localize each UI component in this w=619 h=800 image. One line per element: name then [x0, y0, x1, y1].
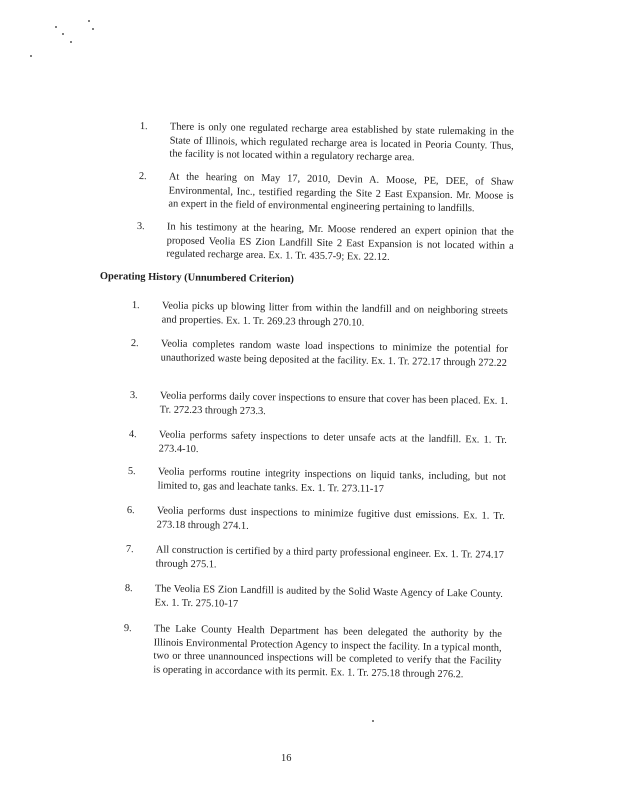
scan-speck [62, 33, 64, 35]
item-number: 3. [136, 220, 145, 233]
item-text: The Veolia ES Zion Landfill is audited by the Solid Waste Agency of Lake County. Ex. 1. Tr. 275.10-17 [154, 583, 503, 610]
item-text: Veolia performs dust inspections to minimize fugitive dust emissions. Ex. 1. Tr. 273.18 through 274.1. [156, 505, 505, 532]
item-text: Veolia performs safety inspections to deter unsafe acts at the landfill. Ex. 1. Tr. 273.4-10. [158, 429, 507, 455]
item-number: 7. [125, 543, 134, 556]
scan-speck [55, 26, 57, 28]
operating-item-1 [131, 299, 508, 329]
item-number: 3. [129, 389, 138, 402]
operating-item-5 [127, 465, 506, 495]
item-text: All construction is certified by a third party professional engineer. Ex. 1. Tr. 274.17 through 275.1. [155, 544, 504, 570]
item-number: 2. [138, 170, 147, 183]
item-text: Veolia performs daily cover inspections to ensure that cover has been placed. Ex. 1. Tr. 272.23 through 273.3. [159, 390, 508, 417]
item-number: 1. [139, 120, 148, 133]
operating-item-8 [124, 582, 503, 610]
item-text: Veolia performs routine integrity inspections on liquid tanks, including, but not limited to, gas and leachate tanks. Ex. 1. Tr. 273.11-17 [157, 466, 506, 495]
finding-item-2 [138, 170, 514, 215]
item-number: 6. [126, 504, 135, 517]
item-number: 4. [128, 428, 137, 441]
finding-item-3 [136, 220, 514, 263]
scan-speck [92, 28, 94, 30]
scan-speck [372, 720, 374, 722]
finding-item-1 [139, 120, 514, 164]
item-number: 8. [124, 582, 133, 595]
page-number: 16 [281, 753, 292, 764]
operating-item-2 [130, 337, 508, 369]
scan-speck [70, 41, 72, 43]
scan-speck [30, 55, 32, 57]
operating-item-7 [125, 543, 504, 570]
item-number: 5. [127, 465, 136, 478]
item-text: At the hearing on May 17, 2010, Devin A. Moose, PE, DEE, of Shaw Environmental, Inc., testified regarding the Site 2 East Expansion. Mr. Moose is an expert in the field of environmental engineering pertaining to landfills. [168, 171, 514, 215]
operating-item-4 [128, 428, 507, 455]
operating-item-6 [126, 504, 505, 532]
item-text: There is only one regulated recharge area established by state rulemaking in the State of Illinois, which regulated recharge area is located in Peoria County. Thus, the facility is not located within a regulatory recharge area. [169, 121, 514, 164]
operating-item-3 [129, 389, 508, 417]
item-number: 2. [130, 337, 139, 350]
item-number: 1. [131, 299, 140, 312]
item-number: 9. [123, 622, 132, 635]
section-heading: Operating History (Unnumbered Criterion) [99, 271, 295, 286]
item-text: The Lake County Health Department has been delegated the authority by the Illinois Environmental Protection Agency to inspect the facility. In a typical month, two or three unannounced inspections will be completed to verify that the Facility is operating in accordance with its permit. Ex. 1. Tr. 275.18 through 276.2. [153, 623, 502, 680]
item-text: Veolia picks up blowing litter from within the landfill and on neighboring streets and properties. Ex. 1. Tr. 269.23 through 270.10. [161, 300, 508, 329]
item-text: Veolia completes random waste load inspections to minimize the potential for unauthorized waste being deposited at the facility. Ex. 1. Tr. 272.17 through 272.22 [160, 338, 508, 369]
operating-item-9 [123, 622, 502, 680]
scan-speck [88, 20, 90, 22]
item-text: In his testimony at the hearing, Mr. Moose rendered an expert opinion that the proposed Veolia ES Zion Landfill Site 2 East Expansion is not located within a regulated recharge area. Ex. 1. Tr. 435.7-9; Ex. 22.12. [166, 221, 514, 263]
